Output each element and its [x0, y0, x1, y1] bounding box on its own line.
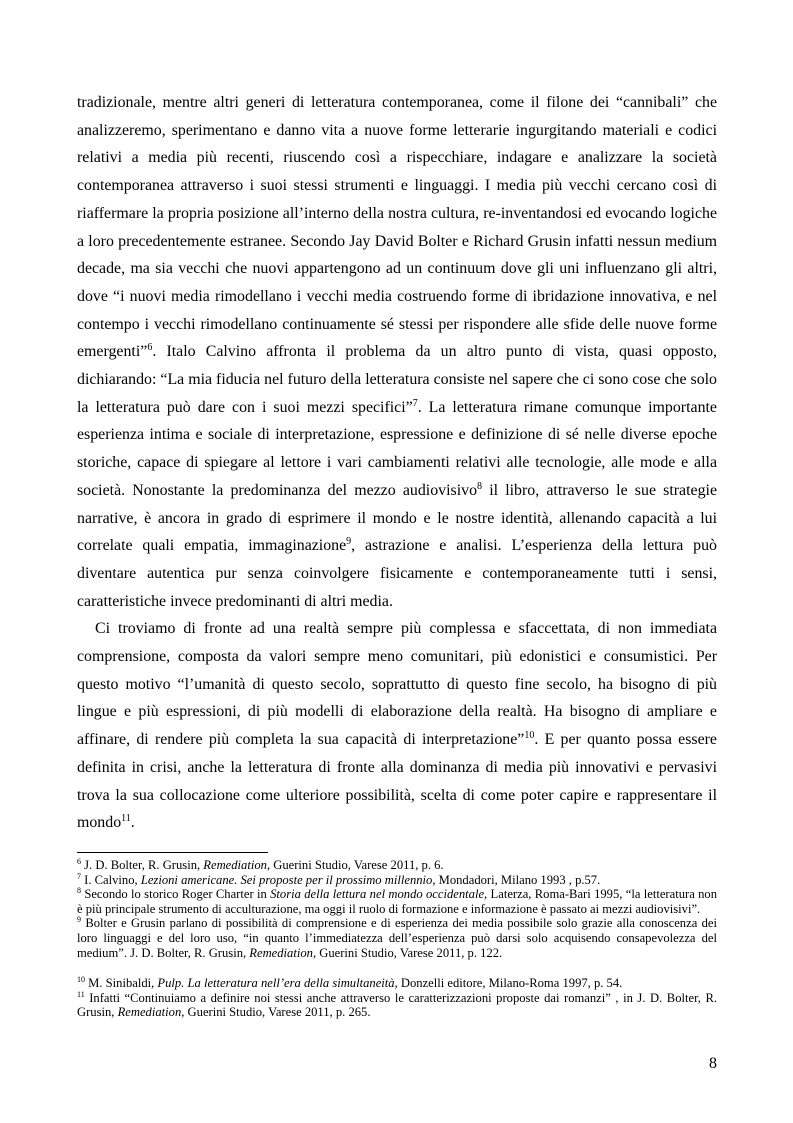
text-run: il libro, attraverso le sue strategie narrative, è ancora in grado di esprimere il mondo e le nostre identità, allenando capacità a lui correlate quali empatia, immaginazione: [77, 481, 717, 555]
text-run: Ci troviamo di fronte ad una realtà sempre più complessa e sfaccettata, di non immediata comprensione, composta da valori sempre meno comunitari, più edonistici e consumistici. Per questo motivo “l’umanità di questo secolo, soprattutto di questo fine secolo, ha bisogno di più lingue e più espressioni, di più modelli di elaborazione della realtà. Ha bisogno di ampliare e affinare, di rendere più completa la sua capacità di interpretazione”: [77, 620, 717, 749]
footnote-number: 10: [77, 975, 85, 985]
text-run: , astrazione e analisi. L’esperienza della lettura può diventare autentica pur senza coinvolgere fisicamente e contemporaneamente tutti i sensi, caratteristiche invece predominanti di altri media.: [77, 537, 717, 610]
footnote-number: 11: [77, 989, 85, 999]
footnote-ref-6[interactable]: 6: [147, 342, 153, 354]
footnote-text: , Guerini Studio, Varese 2011, p. 122.: [312, 945, 503, 960]
footnote-title: Lezioni americane. Sei proposte per il prossimo millennio: [140, 872, 433, 887]
footnote-11: [77, 991, 717, 1020]
footnote-separator: [77, 852, 268, 853]
footnote-title: Remediation: [203, 858, 267, 872]
footnote-number: 7: [77, 871, 81, 881]
footnote-number: 6: [77, 857, 81, 866]
footnote-text: , Mondadori, Milano 1993 , p.57.: [432, 872, 601, 887]
text-run: . Italo Calvino affronta il problema da un altro punto di vista, quasi opposto, dichiarando: “La mia fiducia nel futuro della letteratura consiste nel sapere che ci sono cose che solo la letteratura può dare con i suoi mezzi specifici”: [77, 343, 717, 416]
footnotes: [77, 858, 717, 1020]
page-number: 8: [709, 1055, 717, 1072]
text-run: . La letteratura rimane comunque importante esperienza intima e sociale di interpretazione, espressione e definizione di sé nelle diverse epoche storiche, capace di spiegare al lettore i vari cambiamenti relativi alle tecnologie, alle mode e alla società. Nonostante la predominanza del mezzo audiovisivo: [77, 398, 717, 499]
footnote-9: [77, 916, 717, 960]
main-text: [77, 89, 717, 837]
footnote-10: [77, 976, 717, 991]
footnote-ref-10[interactable]: 10: [524, 730, 535, 742]
footnote-number: 9: [77, 915, 81, 925]
text-run: .: [130, 814, 135, 832]
footnote-text: Laterza, Roma-Bari 1995, “la letteratura non è più principale strumento di acculturazione, ma oggi il ruolo di formazione e informazione è passato ai mezzi audiovisivi”.: [77, 887, 718, 916]
footnote-ref-9[interactable]: 9: [346, 536, 352, 548]
footnote-number: 8: [77, 886, 81, 896]
footnote-text: , Guerini Studio, Varese 2011, p. 6.: [266, 858, 444, 872]
footnote-ref-8[interactable]: 8: [477, 480, 483, 492]
footnote-7: [77, 873, 717, 888]
paragraph-1: [77, 89, 717, 615]
text-run: . E per quanto possa essere definita in crisi, anche la letteratura di fronte alla dominanza di media più innovativi e pervasivi trova la sua collocazione come ulteriore possibilità, scelta di come poter capire e rappresentare il mondo: [77, 731, 717, 832]
footnote-text: I. Calvino,: [81, 872, 141, 887]
footnote-8: [77, 887, 717, 916]
footnote-6: [77, 858, 717, 873]
footnote-text: Bolter e Grusin parlano di possibilità di comprensione e di esperienza dei media possibile solo grazie alla conoscenza dei loro linguaggi e del loro uso, “in quanto l’immediatezza dell’esperienza può darsi solo acquisendo consapevolezza del medium”. J. D. Bolter, R. Grusin,: [77, 916, 717, 960]
paragraph-2: [77, 615, 717, 837]
footnote-text: Infatti “Continuiamo a definire noi stessi anche attraverso le caratterizzazioni proposte dai romanzi” , in J. D. Bolter, R. Grusin,: [77, 990, 717, 1020]
footnote-ref-11[interactable]: 11: [121, 813, 131, 825]
footnote-title: Storia della lettura nel mondo occidentale,: [270, 887, 488, 902]
footnote-title: Pulp. La letteratura nell’era della simultaneità: [157, 976, 395, 991]
footnote-title: Remediation: [249, 945, 313, 960]
footnote-text: Secondo lo storico Roger Charter in: [81, 887, 271, 902]
footnote-title: Remediation: [117, 1005, 182, 1020]
footnote-text: , Guerini Studio, Varese 2011, p. 265.: [181, 1005, 371, 1020]
footnote-ref-7[interactable]: 7: [412, 397, 418, 409]
footnote-text: M. Sinibaldi,: [85, 976, 158, 991]
footnote-text: J. D. Bolter, R. Grusin,: [81, 858, 204, 872]
text-run: tradizionale, mentre altri generi di letteratura contemporanea, come il filone dei “cannibali” che analizzeremo, sperimentano e danno vita a nuove forme letterarie ingurgitando materiali e codici relativi a media più recenti, riuscendo così a rispecchiare, indagare e analizzare la società contemporanea attraverso i suoi stessi strumenti e linguaggi. I media più vecchi cercano così di riaffermare la propria posizione all’interno della nostra cultura, re-inventandosi ed evocando logiche a loro precedentemente estranee. Secondo Jay David Bolter e Richard Grusin infatti nessun medium decade, ma sia vecchi che nuovi appartengono ad un continuum dove gli uni influenzano gli altri, dove “i nuovi media rimodellano i vecchi media costruendo forme di ibridazione innovativa, e nel contempo i vecchi rimodellano continuamente sé stessi per rispondere alle sfide delle nuove forme emergenti”: [77, 94, 717, 361]
footnote-text: , Donzelli editore, Milano-Roma 1997, p. 54.: [394, 976, 623, 991]
